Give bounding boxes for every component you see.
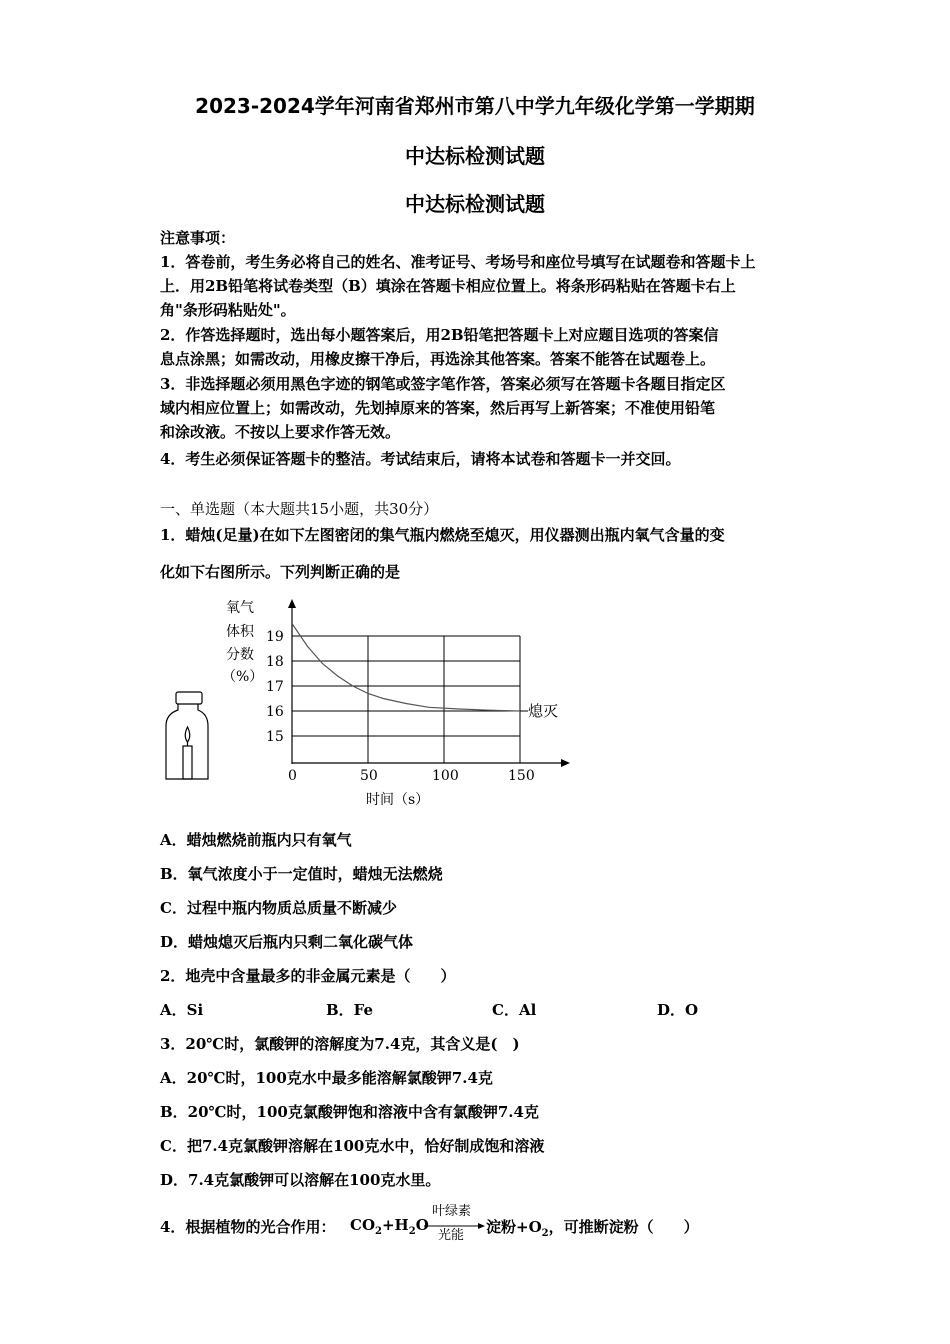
- q1-option-b: B．氧气浓度小于一定值时，蜡烛无法燃烧: [160, 865, 443, 883]
- notes-line: 上．用2B铅笔将试卷类型（B）填涂在答题卡相应位置上。将条形码粘贴在答题卡右上: [160, 277, 736, 295]
- q2-option-d: D．O: [657, 1001, 699, 1019]
- q3-option-b: B．20℃时，100克氯酸钾饱和溶液中含有氯酸钾7.4克: [160, 1103, 539, 1121]
- q1-option-c: C．过程中瓶内物质总质量不断减少: [160, 899, 397, 917]
- q1-stem-line2: 化如下右图所示。下列判断正确的是: [160, 563, 401, 581]
- q2-option-b: B．Fe: [326, 1001, 374, 1019]
- q4-prefix: 4．根据植物的光合作用：: [160, 1218, 336, 1236]
- q2-stem: 2．地壳中含量最多的非金属元素是（ ）: [160, 967, 456, 985]
- q1-option-a: A．蜡烛燃烧前瓶内只有氧气: [160, 831, 352, 849]
- y-label-line: 体积: [226, 624, 254, 640]
- q3-stem: 3．20℃时，氯酸钾的溶解度为7.4克，其含义是( ): [160, 1035, 520, 1053]
- y-label-line: 氧气: [226, 600, 254, 616]
- y-tick-label: 16: [266, 704, 284, 720]
- x-tick-label: 100: [432, 768, 459, 784]
- q3-option-c: C．把7.4克氯酸钾溶解在100克水中，恰好制成饱和溶液: [160, 1137, 545, 1155]
- x-axis-arrow: [561, 759, 570, 767]
- oxygen-chart: [222, 599, 570, 808]
- q3-option-d: D．7.4克氯酸钾可以溶解在100克水里。: [160, 1171, 441, 1189]
- exam-title-line3: 中达标检测试题: [405, 192, 545, 216]
- notes-line: 域内相应位置上；如需改动，先划掉原来的答案，然后再写上新答案；不准使用铅笔: [160, 399, 716, 417]
- y-tick-label: 17: [266, 679, 284, 695]
- q1-figure: [158, 596, 578, 820]
- extinguish-label: 熄灭: [528, 702, 559, 720]
- q1-stem-line1: 1．蜡烛(足量)在如下左图密闭的集气瓶内燃烧至熄灭，用仪器测出瓶内氧气含量的变: [160, 526, 725, 544]
- x-tick-label: 50: [360, 768, 378, 784]
- section-heading: 一、单选题（本大题共15小题，共30分）: [160, 500, 439, 518]
- q4-reactants: $CO_2+H_2O$: [350, 1216, 429, 1237]
- notes-line: 息点涂黑；如需改动，用橡皮擦干净后，再选涂其他答案。答案不能答在试题卷上。: [160, 350, 716, 368]
- candle-jar-icon: [166, 692, 208, 779]
- q4-products: 淀粉$+O_2$，可推断淀粉（ ）: [486, 1218, 699, 1239]
- oxygen-curve: [292, 624, 520, 712]
- notes-line: 3．非选择题必须用黑色字迹的钢笔或签字笔作答，答案必须写在答题卡各题目指定区: [160, 375, 726, 393]
- notes-line: 角"条形码粘贴处"。: [160, 301, 296, 319]
- y-tick-label: 15: [266, 729, 284, 745]
- q4-stem: [160, 1200, 860, 1248]
- exam-title-line2: 中达标检测试题: [405, 144, 545, 168]
- y-label-line: （%）: [222, 669, 264, 685]
- notes-line: 2．作答选择题时，选出每小题答案后，用2B铅笔把答题卡上对应题目选项的答案信: [160, 326, 719, 344]
- notes-line: 1．答卷前，考生务必将自己的姓名、准考证号、考场号和座位号填写在试题卷和答题卡上: [160, 253, 756, 271]
- q2-option-c: C．Al: [492, 1001, 537, 1019]
- q4-condition-top: 叶绿素: [432, 1204, 472, 1219]
- x-tick-label: 150: [508, 768, 535, 784]
- y-axis-arrow: [288, 599, 296, 608]
- q4-condition-bottom: 光能: [438, 1228, 465, 1243]
- q3-option-a: A．20℃时，100克水中最多能溶解氯酸钾7.4克: [160, 1069, 493, 1087]
- q1-option-d: D．蜡烛熄灭后瓶内只剩二氧化碳气体: [160, 933, 414, 951]
- exam-title-line1: 2023-2024学年河南省郑州市第八中学九年级化学第一学期期: [195, 94, 755, 118]
- y-label-line: 分数: [226, 647, 254, 663]
- x-axis-label: 时间（s）: [366, 792, 430, 808]
- x-tick-label: 0: [288, 768, 297, 784]
- q1-figure-svg: [158, 596, 578, 816]
- notes-line: 4．考生必须保证答题卡的整洁。考试结束后，请将本试卷和答题卡一并交回。: [160, 450, 681, 468]
- y-tick-label: 19: [266, 629, 284, 645]
- notes-line: 和涂改液。不按以上要求作答无效。: [160, 423, 401, 441]
- y-tick-label: 18: [266, 654, 284, 670]
- notes-heading: 注意事项：: [160, 229, 236, 247]
- q2-option-a: A．Si: [160, 1001, 204, 1019]
